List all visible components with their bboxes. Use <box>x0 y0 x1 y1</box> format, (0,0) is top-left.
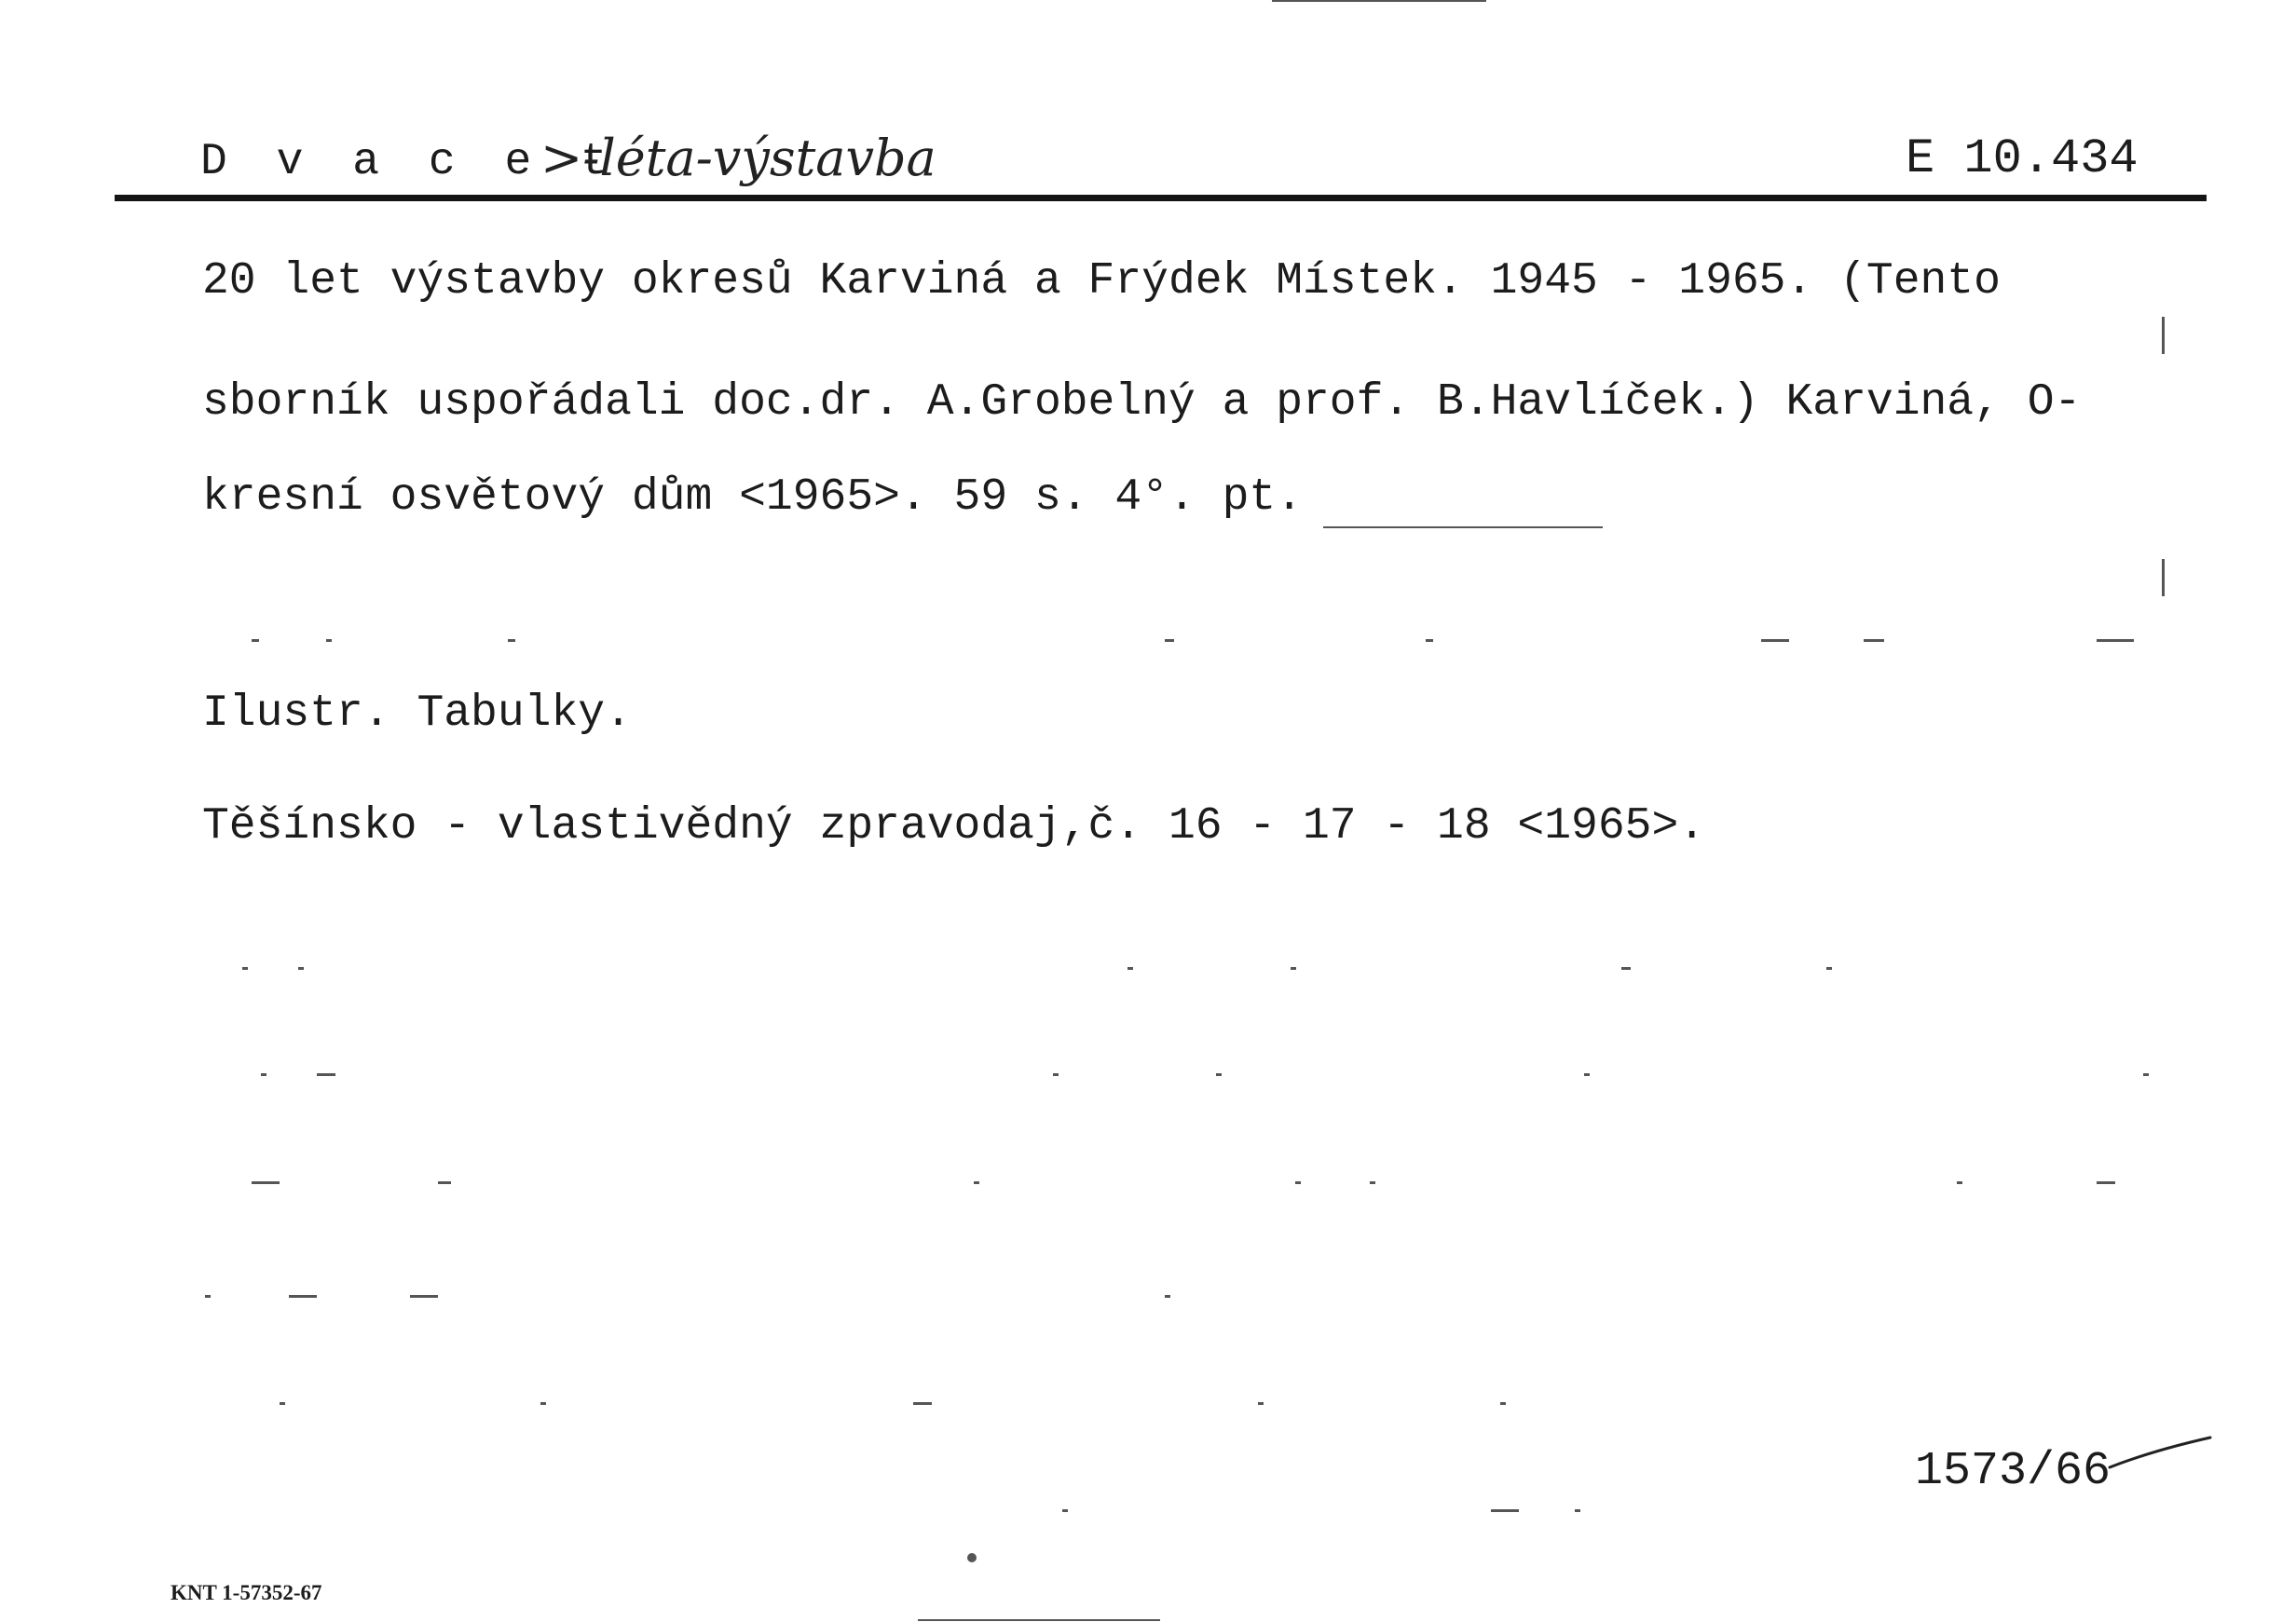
card-heading: D v a c e t <box>200 137 619 187</box>
handwritten-heading-annotation: >-léta-výstavba <box>540 129 936 187</box>
printer-mark: KNT 1-57352-67 <box>171 1581 322 1604</box>
entry-line-3: kresní osvětový dům <1965>. 59 s. 4°. pt. <box>202 472 1303 523</box>
entry-line-5: Těšínsko - vlastivědný zpravodaj,č. 16 - 17 - 18 <1965>. <box>202 801 1706 852</box>
call-number: E 10.434 <box>1906 131 2139 186</box>
entry-line-1: 20 let výstavby okresů Karviná a Frýdek Místek. 1945 - 1965. (Tento <box>202 256 2001 307</box>
accession-number: 1573/66 <box>1915 1445 2112 1498</box>
entry-line-4: Ilustr. Tabulky. <box>202 688 632 739</box>
entry-line-2: sborník uspořádali doc.dr. A.Grobelný a prof. B.Havlíček.) Karviná, O- <box>202 377 2082 428</box>
